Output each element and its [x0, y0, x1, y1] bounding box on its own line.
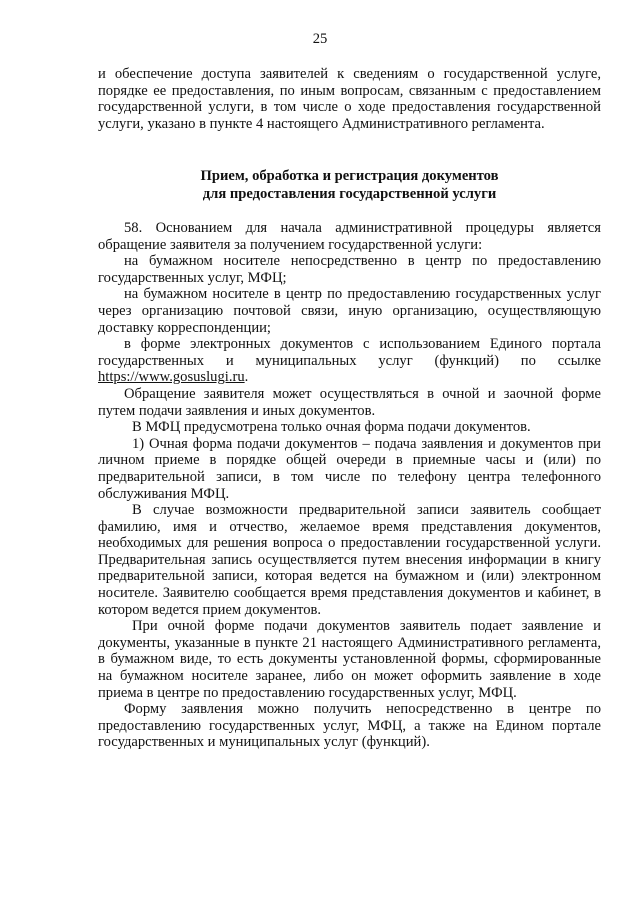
section-heading-line-1: Прием, обработка и регистрация документов — [200, 168, 499, 184]
paragraph-58: 58. Основанием для начала административной процедуры является обращение заявителя за получением государственной услуги: — [98, 220, 601, 253]
page-number: 25 — [312, 31, 328, 47]
paragraph-in-person: 1) Очная форма подачи документов – подача заявления и документов при личном приеме в порядке общей очереди в приемные часы и (или) по предварительной записи, в том числе по телефону центра телефонного обслуживания МФЦ. — [98, 435, 601, 502]
link-suffix: . — [244, 369, 249, 386]
paragraph-appeal-forms: Обращение заявителя может осуществляться в очной и заочной форме путем подачи заявления и иных документов. — [98, 385, 601, 419]
main-text-block — [98, 220, 601, 751]
paragraph-electronic — [98, 336, 601, 386]
intro-paragraph: и обеспечение доступа заявителей к сведениям о государственной услуге, порядке ее предоставления, по иным вопросам, связанным с предоставлением государственной услуги, в том числе о ходе предоставления государственной услуги, указано в пункте 4 настоящего Административного регламента. — [98, 66, 601, 132]
paragraph-pre-registration: В случае возможности предварительной записи заявитель сообщает фамилию, имя и отчество, желаемое время представления документов, необходимых для решения вопроса о предоставлении государственной услуги. Предварительная запись осуществляется путем внесения информации в книгу предварительной записи, которая ведется на бумажном и (или) электронном носителе. Заявителю сообщается время представления документов и кабинет, в котором ведется прием документов. — [98, 502, 601, 618]
paragraph-form-availability: Форму заявления можно получить непосредственно в центре по предоставлению государственных услуг, МФЦ, а также на Едином портале государственных и муниципальных услуг (функций). — [98, 701, 601, 751]
paragraph-paper-mail: на бумажном носителе в центр по предоставлению государственных услуг через организацию почтовой связи, иную организацию, осуществляющую доставку корреспонденции; — [98, 286, 601, 336]
section-heading — [98, 167, 601, 203]
paragraph-in-person-submission: При очной форме подачи документов заявитель подает заявление и документы, указанные в пункте 21 настоящего Административного регламента, в бумажном виде, то есть документы установленной формы, сформированные на бумажном носителе заранее, либо он может оформить заявление в ходе приема в центре по предоставлению государственных услуг, МФЦ. — [98, 618, 601, 701]
intro-block — [98, 66, 601, 132]
paragraph-paper-direct: на бумажном носителе непосредственно в центр по предоставлению государственных услуг, МФЦ; — [98, 253, 601, 286]
section-heading-line-2: для предоставления государственной услуги — [202, 186, 497, 202]
paragraph-electronic-text: в форме электронных документов с использованием Единого портала государственных и муниципальных услуг (функций) по ссылке — [98, 336, 601, 369]
gosuslugi-link[interactable]: https://www.gosuslugi.ru — [98, 369, 245, 386]
paragraph-mfc-form: В МФЦ предусмотрена только очная форма подачи документов. — [132, 419, 531, 436]
